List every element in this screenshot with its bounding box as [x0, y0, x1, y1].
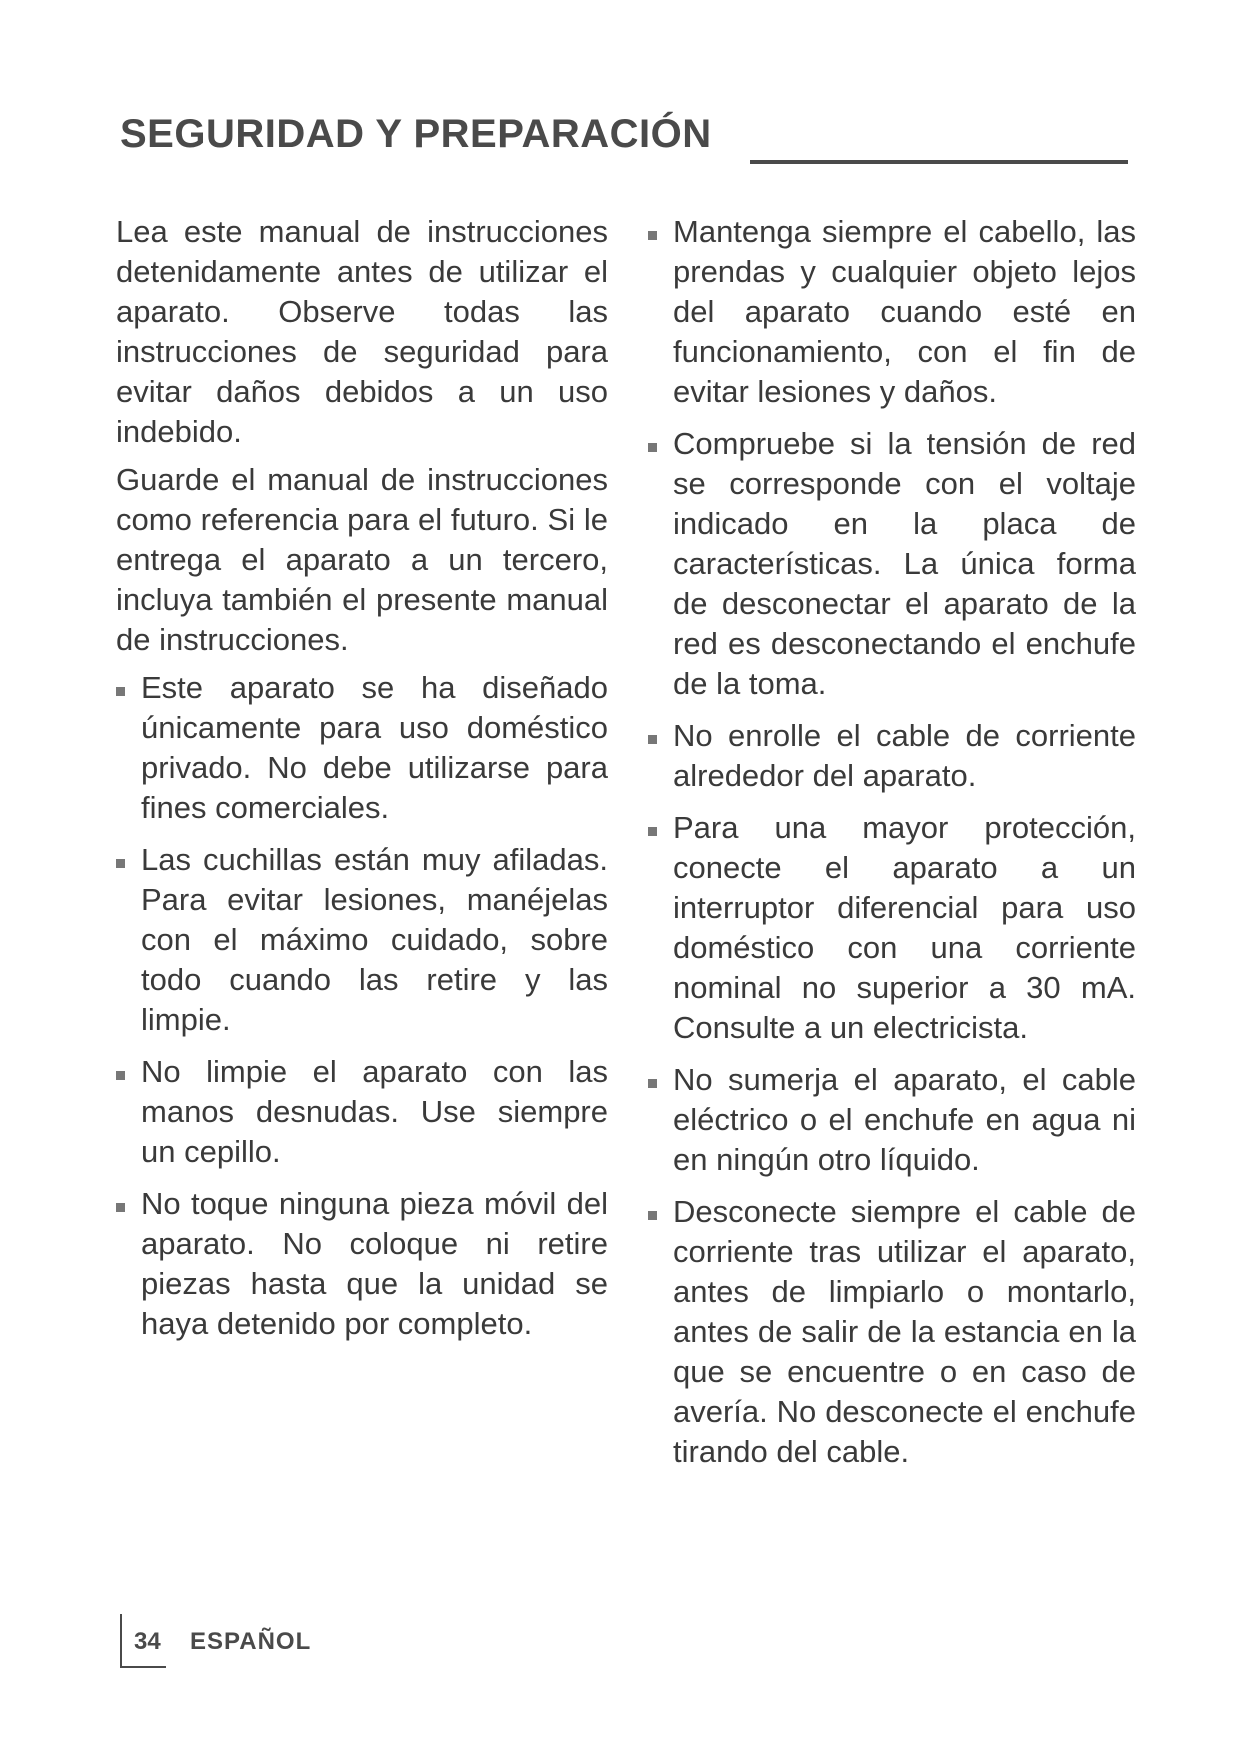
bullet-text: Compruebe si la tensión de red se corresponde con el voltaje indicado en la placa de características. La única forma de desconectar el aparato de la red es desconectando el enchufe de la toma.: [673, 426, 1136, 701]
bullet-text: No enrolle el cable de corriente alrededor del aparato.: [673, 718, 1136, 793]
square-bullet-icon: [648, 827, 657, 836]
bullet-text: Desconecte siempre el cable de corriente tras utilizar el aparato, antes de limpiarlo o montarlo, antes de salir de la estancia en la que se encuentre o en caso de avería. No desconecte el enchufe tirando del cable.: [673, 1194, 1136, 1469]
left-column: [116, 212, 608, 1356]
square-bullet-icon: [116, 1203, 125, 1212]
page-language: ESPAÑOL: [190, 1628, 312, 1655]
page-footer: [120, 1614, 420, 1670]
safety-bullet-household-use: [116, 668, 608, 828]
square-bullet-icon: [648, 735, 657, 744]
safety-bullet-sharp-blades: [116, 840, 608, 1040]
safety-bullet-hair-clothing: [648, 212, 1136, 412]
safety-bullet-no-immersion: [648, 1060, 1136, 1180]
page-number: 34: [134, 1628, 161, 1655]
bullet-text: Las cuchillas están muy afiladas. Para evitar lesiones, manéjelas con el máximo cuidado, sobre todo cuando las retire y las limpie.: [141, 842, 608, 1037]
bullet-text: No limpie el aparato con las manos desnudas. Use siempre un cepillo.: [141, 1054, 608, 1169]
bullet-text: Este aparato se ha diseñado únicamente para uso doméstico privado. No debe utilizarse para fines comerciales.: [141, 670, 608, 825]
square-bullet-icon: [116, 687, 125, 696]
square-bullet-icon: [648, 443, 657, 452]
safety-bullet-moving-parts: [116, 1184, 608, 1344]
title-rule: [750, 160, 1128, 164]
safety-bullet-cable-winding: [648, 716, 1136, 796]
keep-manual-paragraph: Guarde el manual de instrucciones como referencia para el futuro. Si le entrega el aparato a un tercero, incluya también el presente manual de instrucciones.: [116, 462, 608, 657]
page-title: SEGURIDAD Y PREPARACIÓN: [120, 112, 712, 156]
bullet-text: No toque ninguna pieza móvil del aparato. No coloque ni retire piezas hasta que la unidad se haya detenido por completo.: [141, 1186, 608, 1341]
safety-bullet-mains-voltage: [648, 424, 1136, 704]
safety-bullet-cleaning-brush: [116, 1052, 608, 1172]
square-bullet-icon: [116, 1071, 125, 1080]
bullet-text: Para una mayor protección, conecte el aparato a un interruptor diferencial para uso doméstico con una corriente nominal no superior a 30 mA. Consulte a un electricista.: [673, 810, 1136, 1045]
square-bullet-icon: [648, 1079, 657, 1088]
square-bullet-icon: [116, 859, 125, 868]
safety-bullet-residual-current: [648, 808, 1136, 1048]
footer-underline: [120, 1666, 166, 1668]
right-column: [648, 212, 1136, 1484]
bullet-text: No sumerja el aparato, el cable eléctrico o el enchufe en agua ni en ningún otro líquido.: [673, 1062, 1136, 1177]
square-bullet-icon: [648, 231, 657, 240]
intro-paragraph: Lea este manual de instrucciones detenidamente antes de utilizar el aparato. Observe todas las instrucciones de seguridad para evitar daños debidos a un uso indebido.: [116, 214, 608, 449]
bullet-text: Mantenga siempre el cabello, las prendas y cualquier objeto lejos del aparato cuando esté en funcionamiento, con el fin de evitar lesiones y daños.: [673, 214, 1136, 409]
page-header: [120, 112, 1130, 172]
footer-corner-line: [120, 1614, 122, 1668]
square-bullet-icon: [648, 1211, 657, 1220]
safety-bullet-unplug: [648, 1192, 1136, 1472]
